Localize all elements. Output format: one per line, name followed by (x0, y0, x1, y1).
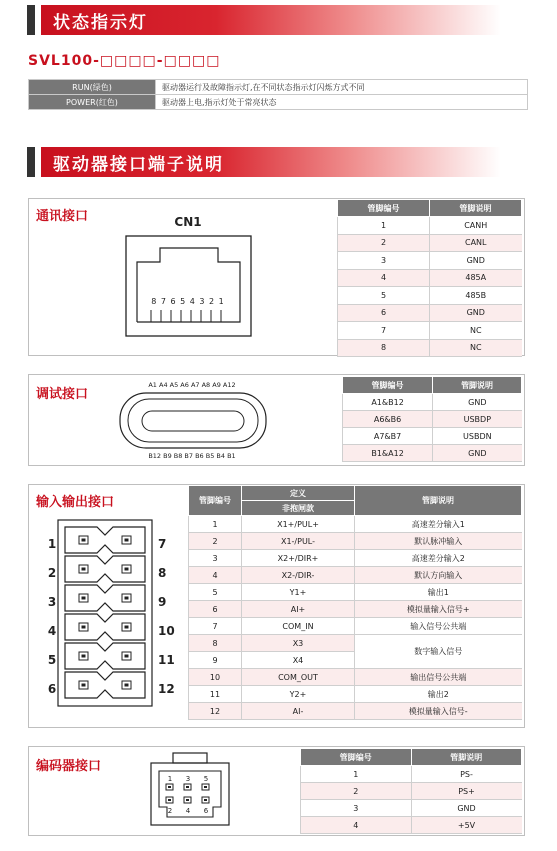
pin-number: 2 (338, 234, 430, 252)
left-pin-number: 5 (47, 653, 57, 667)
table-row (301, 817, 522, 834)
right-pin-number: 7 (158, 537, 167, 551)
status-section-header (27, 5, 547, 35)
pin-def: X3 (242, 635, 355, 652)
pin-number: 2 (189, 533, 242, 550)
right-pin-number: 11 (158, 653, 175, 667)
table-row (29, 80, 528, 95)
column-header: 定义 (242, 486, 355, 501)
column-header: 管脚编号 (301, 749, 412, 766)
table-row (189, 703, 522, 720)
column-header: 管脚说明 (355, 486, 522, 516)
section-marker (27, 5, 35, 35)
pin-number: 5 (189, 584, 242, 601)
pin-desc: 默认方向输入 (355, 567, 522, 584)
encoder-pin-number: 5 (203, 775, 209, 783)
pin-desc: GND (433, 394, 522, 411)
pin-number: 4 (189, 567, 242, 584)
io-connector-outline (58, 520, 152, 706)
table-row (189, 686, 522, 703)
io-connector-diagram (40, 518, 185, 708)
pin-def: X1-/PUL- (242, 533, 355, 550)
encoder-title: 编码器接口 (36, 759, 102, 774)
connector-label: CN1 (174, 215, 202, 229)
pin-number: 4 (338, 269, 430, 287)
pin-def: AI- (242, 703, 355, 720)
pin-desc: 485A (430, 269, 522, 287)
table-row (338, 269, 522, 287)
pin-def: AI+ (242, 601, 355, 618)
pin-desc: PS+ (411, 783, 522, 800)
driver-section-header (27, 147, 547, 177)
table-row (189, 618, 522, 635)
pin-desc: NC (430, 322, 522, 340)
status-label: POWER(红色) (29, 95, 156, 110)
section-marker (27, 147, 35, 177)
pin-def: X1+/PUL+ (242, 516, 355, 533)
pin-def: X2-/DIR- (242, 567, 355, 584)
pin-number: 7 (189, 618, 242, 635)
column-header: 管脚说明 (433, 377, 522, 394)
io-pin-table (188, 485, 522, 720)
pin-number: 7 (338, 322, 430, 340)
table-row (301, 800, 522, 817)
pin-desc: PS- (411, 766, 522, 783)
pin-number: 1 (338, 217, 430, 235)
pin-number: A6&B6 (343, 411, 433, 428)
table-row (189, 601, 522, 618)
pin-desc: NC (430, 339, 522, 357)
column-subheader: 非抱闸款 (242, 501, 355, 516)
pin-desc: GND (430, 252, 522, 270)
column-header: 管脚编号 (189, 486, 242, 516)
table-row (189, 533, 522, 550)
column-header: 管脚编号 (338, 200, 430, 217)
io-title: 输入输出接口 (36, 495, 115, 510)
pin-number: 10 (189, 669, 242, 686)
status-desc: 驱动器运行及故障指示灯,在不同状态指示灯闪烁方式不同 (156, 80, 528, 95)
table-row (343, 394, 522, 411)
table-row (29, 95, 528, 110)
pin-number: 3 (189, 550, 242, 567)
usb-c-tongue (142, 411, 244, 431)
table-row (301, 783, 522, 800)
pin-number: 1 (189, 516, 242, 533)
usb-c-diagram (108, 376, 283, 462)
table-row (338, 234, 522, 252)
encoder-pin-table (300, 748, 522, 834)
pin-number: 8 (338, 339, 430, 357)
comm-title: 通讯接口 (36, 209, 89, 224)
pin-def: X2+/DIR+ (242, 550, 355, 567)
encoder-pin-number: 3 (185, 775, 191, 783)
table-row (189, 516, 522, 533)
section-title: 驱动器接口端子说明 (53, 155, 224, 175)
status-label: RUN(绿色) (29, 80, 156, 95)
status-desc: 驱动器上电,指示灯处于常亮状态 (156, 95, 528, 110)
pin-desc: GND (411, 800, 522, 817)
pin-desc: 输出1 (355, 584, 522, 601)
table-header-row (189, 486, 522, 501)
pin-number: 3 (301, 800, 412, 817)
status-table (28, 79, 528, 110)
top-pin-labels: A1 A4 A5 A6 A7 A8 A9 A12 (148, 381, 236, 389)
left-pin-number: 2 (47, 566, 57, 580)
rj45-diagram (120, 212, 260, 342)
pin-desc: 模拟量输入信号+ (355, 601, 522, 618)
encoder-pin-number: 1 (167, 775, 173, 783)
pin-desc: 默认脉冲输入 (355, 533, 522, 550)
pin-desc: +5V (411, 817, 522, 834)
column-header: 管脚说明 (430, 200, 522, 217)
pin-def: COM_OUT (242, 669, 355, 686)
table-row (343, 428, 522, 445)
pin-def: Y2+ (242, 686, 355, 703)
encoder-latch (173, 753, 207, 763)
left-pin-number: 3 (47, 595, 57, 609)
encoder-outline (151, 763, 229, 825)
pin-desc: 输出2 (355, 686, 522, 703)
pin-def: COM_IN (242, 618, 355, 635)
comm-pin-table (337, 199, 522, 357)
pin-desc: CANH (430, 217, 522, 235)
right-pin-number: 12 (158, 682, 175, 696)
rj45-jack (137, 248, 240, 322)
pin-desc: 输入信号公共端 (355, 618, 522, 635)
pin-number: 3 (338, 252, 430, 270)
model-number: SVL100-□□□□-□□□□ (28, 53, 221, 69)
pin-number: 12 (189, 703, 242, 720)
encoder-connector-diagram (145, 751, 235, 831)
pin-number: B1&A12 (343, 445, 433, 462)
table-row (189, 567, 522, 584)
pin-number: 6 (338, 304, 430, 322)
section-title: 状态指示灯 (53, 13, 148, 33)
right-pin-number: 8 (158, 566, 167, 580)
table-row (343, 411, 522, 428)
table-row (343, 445, 522, 462)
encoder-pin-number: 2 (167, 807, 173, 815)
table-header-row (338, 200, 522, 217)
right-pin-number: 10 (158, 624, 175, 638)
debug-title: 调试接口 (36, 387, 89, 402)
pin-desc: CANL (430, 234, 522, 252)
pin-desc: 高速差分输入1 (355, 516, 522, 533)
table-row (338, 217, 522, 235)
pin-desc: USBDP (433, 411, 522, 428)
pin-number: A7&B7 (343, 428, 433, 445)
table-row (338, 252, 522, 270)
table-row (338, 339, 522, 357)
pin-number: 5 (338, 287, 430, 305)
encoder-pin-number: 6 (203, 807, 209, 815)
pin-desc: GND (433, 445, 522, 462)
left-pin-number: 4 (47, 624, 57, 638)
pin-number: 6 (189, 601, 242, 618)
pin-desc: 高速差分输入2 (355, 550, 522, 567)
right-pin-number: 9 (158, 595, 167, 609)
pin-def: Y1+ (242, 584, 355, 601)
pin-desc: 485B (430, 287, 522, 305)
column-header: 管脚说明 (411, 749, 522, 766)
table-row (189, 550, 522, 567)
debug-pin-table (342, 376, 522, 462)
pin-number: 1 (301, 766, 412, 783)
encoder-pin-number: 4 (185, 807, 191, 815)
table-row (189, 584, 522, 601)
io-pin-cells (65, 527, 145, 698)
table-header-row (301, 749, 522, 766)
table-row (338, 304, 522, 322)
pin-number: 11 (189, 686, 242, 703)
pin-number: 8 (189, 635, 242, 652)
pin-number: A1&B12 (343, 394, 433, 411)
usb-c-shell (128, 399, 258, 442)
table-row (189, 669, 522, 686)
left-pin-number: 6 (47, 682, 57, 696)
table-row (301, 766, 522, 783)
left-pin-number: 1 (47, 537, 57, 551)
pin-number: 9 (189, 652, 242, 669)
table-header-row (343, 377, 522, 394)
bottom-pin-labels: B12 B9 B8 B7 B6 B5 B4 B1 (148, 452, 236, 460)
rj45-outline (126, 236, 251, 336)
pin-desc: GND (430, 304, 522, 322)
pin-number: 2 (301, 783, 412, 800)
table-row (338, 287, 522, 305)
pin-desc: 模拟量输入信号- (355, 703, 522, 720)
pin-desc: USBDN (433, 428, 522, 445)
pin-desc: 输出信号公共端 (355, 669, 522, 686)
column-header: 管脚编号 (343, 377, 433, 394)
pin-number: 4 (301, 817, 412, 834)
pin-desc: 数字输入信号 (355, 635, 522, 669)
pin-numbers: 8 7 6 5 4 3 2 1 (151, 297, 225, 306)
table-row (189, 635, 522, 652)
table-row (338, 322, 522, 340)
rj45-contacts (151, 310, 221, 322)
pin-def: X4 (242, 652, 355, 669)
